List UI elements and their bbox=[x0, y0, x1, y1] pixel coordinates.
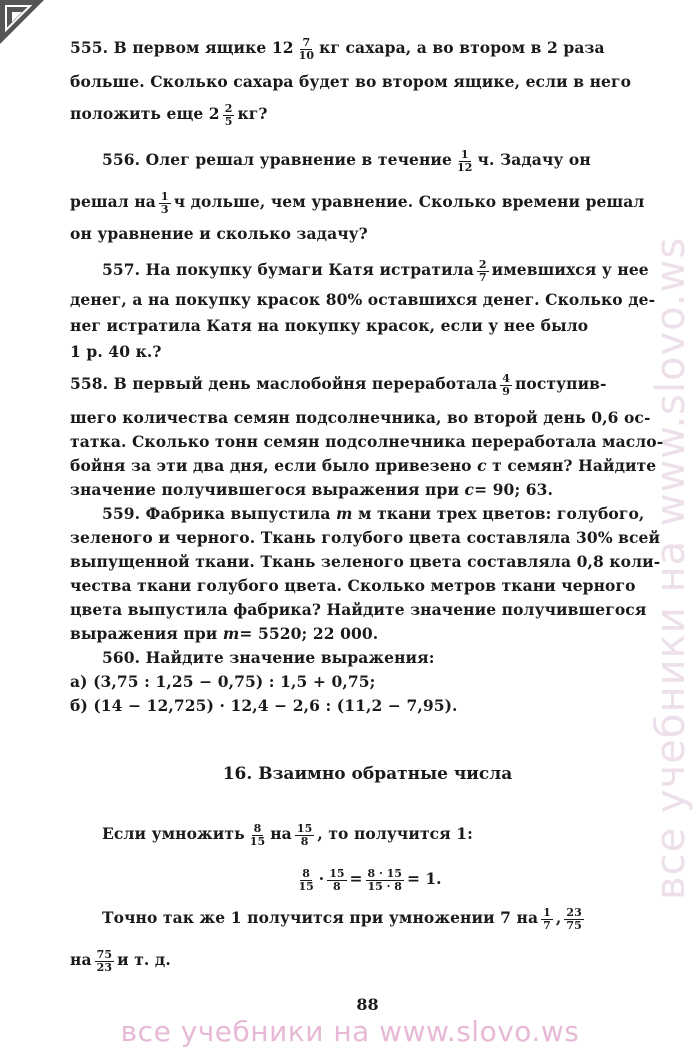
problem-number: 556. bbox=[102, 150, 141, 169]
fraction: $\frac{75}{23}$ bbox=[96, 947, 113, 974]
section-line-4: на $\frac{75}{23}$ и т. д. bbox=[70, 947, 171, 974]
problem-556-line-2: решал на $\frac{1}{3}$ ч дольше, чем уравнение. Сколько времени решал bbox=[70, 189, 645, 216]
side-watermark: все учебники на www.slovo.ws bbox=[648, 236, 694, 900]
problem-558-line-5: значение получившегося выражения при с= 90; 63. bbox=[70, 480, 554, 499]
corner-ornament bbox=[0, 0, 44, 44]
bottom-watermark: все учебники на www.slovo.ws bbox=[120, 1015, 580, 1048]
fraction: $\frac{1}{3}$ bbox=[160, 189, 169, 216]
problem-559-line-2: зеленого и черного. Ткань голубого цвета составляла 30% всей bbox=[70, 528, 661, 547]
page-number: 88 bbox=[356, 995, 379, 1014]
problem-557-line-2: денег, а на покупку красок 80% оставшихся денег. Сколько де- bbox=[70, 290, 656, 309]
fraction: $\frac{2}{5}$ bbox=[224, 101, 233, 128]
problem-559-line-6: выражения при m= 5520; 22 000. bbox=[70, 624, 379, 643]
fraction: $\frac{1}{12}$ bbox=[457, 147, 473, 174]
problem-559-line-5: цвета выпустила фабрика? Найдите значение получившегося bbox=[70, 600, 647, 619]
fraction: $\frac{23}{75}$ bbox=[566, 905, 582, 932]
problem-555-line-3: положить еще 2 $\frac{2}{5}$ кг? bbox=[70, 101, 268, 128]
problem-559-line-3: выпущенной ткани. Ткань зеленого цвета составляла 0,8 коли- bbox=[70, 552, 661, 571]
problem-number: 555. bbox=[70, 38, 109, 57]
fraction: $\frac{8}{15}$ bbox=[298, 866, 314, 893]
fraction: $\frac{15}{8}$ bbox=[329, 866, 345, 893]
equation: $\frac{8}{15}$ · $\frac{15}{8}$ = $\frac{8 \cdot 15}{15 \cdot 8}$ = 1. bbox=[298, 866, 442, 893]
problem-556-line-1: 556. Олег решал уравнение в течение $\frac{1}{12}$ ч. Задачу он bbox=[102, 147, 591, 174]
problem-555-line-1: 555. В первом ящике 12 $\frac{7}{10}$ кг сахара, а во втором в 2 раза bbox=[70, 35, 605, 62]
problem-558-line-1: 558. В первый день маслобойня переработала $\frac{4}{9}$ поступив- bbox=[70, 371, 607, 398]
fraction: $\frac{7}{10}$ bbox=[298, 35, 315, 62]
problem-560-b: б) (14 − 12,725) · 12,4 − 2,6 : (11,2 − 7,95). bbox=[70, 696, 458, 715]
section-line-3: Точно так же 1 получится при умножении 7 на $\frac{1}{7}$ , $\frac{23}{75}$ bbox=[102, 905, 582, 932]
problem-559-line-1: 559. Фабрика выпустила m м ткани трех цветов: голубого, bbox=[102, 504, 645, 523]
problem-557-line-4: 1 р. 40 к.? bbox=[70, 342, 162, 361]
problem-number: 560. bbox=[102, 648, 141, 667]
problem-555-line-2: больше. Сколько сахара будет во втором ящике, если в него bbox=[70, 72, 632, 91]
problem-558-line-4: бойня за эти два дня, если было привезено с т семян? Найдите bbox=[70, 456, 657, 475]
problem-558-line-2: шего количества семян подсолнечника, во второй день 0,6 ос- bbox=[70, 408, 651, 427]
problem-557-line-1: 557. На покупку бумаги Катя истратила $\frac{2}{7}$ имевшихся у нее bbox=[102, 257, 649, 284]
problem-557-line-3: нег истратила Катя на покупку красок, если у нее было bbox=[70, 316, 589, 335]
fraction: $\frac{1}{7}$ bbox=[543, 905, 551, 932]
fraction: $\frac{8}{15}$ bbox=[249, 821, 266, 848]
problem-number: 557. bbox=[102, 260, 141, 279]
problem-558-line-3: татка. Сколько тонн семян подсолнечника переработала масло- bbox=[70, 432, 664, 451]
problem-560-line-1: 560. Найдите значение выражения: bbox=[102, 648, 435, 667]
fraction: $\frac{8 \cdot 15}{15 \cdot 8}$ bbox=[367, 866, 402, 893]
problem-number: 558. bbox=[70, 374, 109, 393]
fraction: $\frac{4}{9}$ bbox=[502, 371, 510, 398]
fraction: $\frac{15}{8}$ bbox=[296, 821, 313, 848]
problem-560-a: а) (3,75 : 1,25 − 0,75) : 1,5 + 0,75; bbox=[70, 672, 376, 691]
problem-number: 559. bbox=[102, 504, 141, 523]
problem-556-line-3: он уравнение и сколько задачу? bbox=[70, 224, 368, 243]
section-line-1: Если умножить $\frac{8}{15}$ на $\frac{15}{8}$ , то получится 1: bbox=[102, 821, 473, 848]
fraction: $\frac{2}{7}$ bbox=[478, 257, 487, 284]
section-title: 16. Взаимно обратные числа bbox=[222, 764, 513, 784]
problem-559-line-4: чества ткани голубого цвета. Сколько метров ткани черного bbox=[70, 576, 636, 595]
